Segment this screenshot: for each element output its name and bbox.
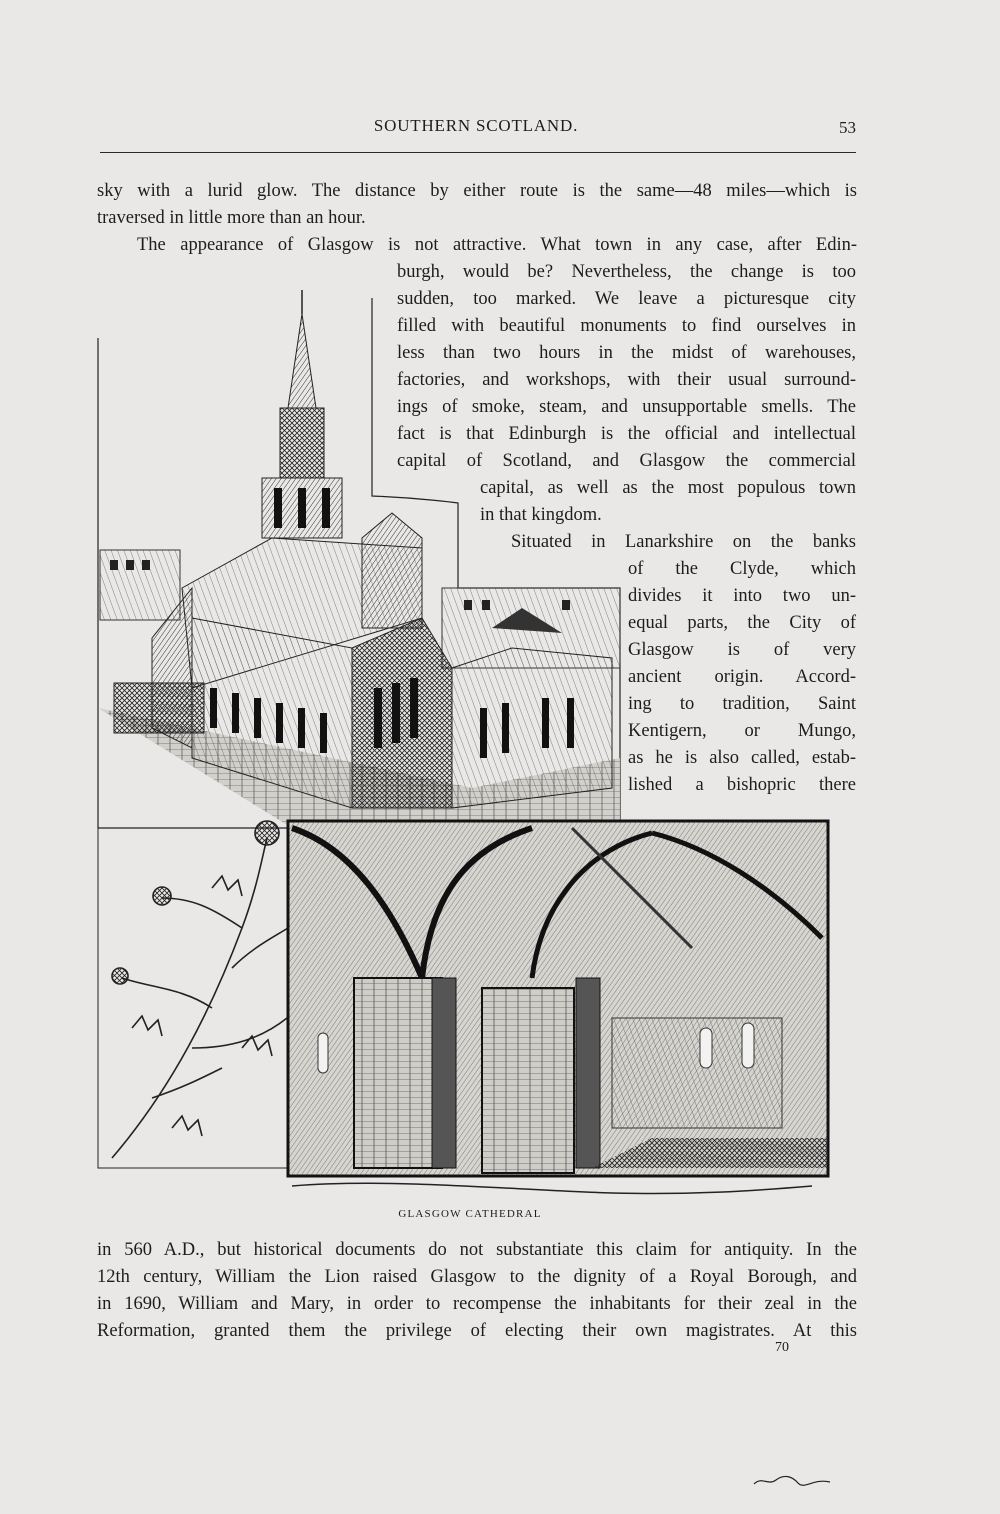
cathedral-spire — [262, 290, 342, 538]
text-line: burgh, would be? Nevertheless, the change is too — [397, 262, 856, 282]
text-line: ing to tradition, Saint — [628, 694, 856, 714]
artist-signature — [752, 1474, 832, 1491]
running-head: SOUTHERN SCOTLAND. — [373, 116, 579, 135]
text-line: equal parts, the City of — [628, 613, 856, 633]
text-line: Reformation, granted them the privilege of electing their own magistrates. At this — [97, 1321, 857, 1341]
paragraph-bottom — [97, 1237, 857, 1345]
paragraph-2-first-line: The appearance of Glasgow is not attractive. What town in any case, after Edin- — [137, 235, 857, 255]
page-number: 53 — [839, 118, 856, 137]
text-line: 12th century, William the Lion raised Glasgow to the dignity of a Royal Borough, and — [97, 1267, 857, 1287]
paragraph-1 — [97, 178, 857, 232]
text-line: sky with a lurid glow. The distance by either route is the same—48 miles—which is — [97, 181, 857, 201]
text-line: less than two hours in the midst of warehouses, — [397, 343, 856, 363]
text-line: divides it into two un- — [628, 586, 856, 606]
text-line: sudden, too marked. We leave a picturesque city — [397, 289, 856, 309]
text-line: capital of Scotland, and Glasgow the commercial — [397, 451, 856, 471]
thistle-ornament — [112, 821, 288, 1158]
text-line: in 1690, William and Mary, in order to recompense the inhabitants for their zeal in the — [97, 1294, 857, 1314]
text-line: capital, as well as the most populous town — [480, 478, 856, 498]
figure-caption: GLASGOW CATHEDRAL — [398, 1208, 542, 1220]
signature-mark: 70 — [775, 1340, 789, 1355]
signature-scrawl-icon — [752, 1474, 832, 1488]
text-line: traversed in little more than an hour. — [97, 208, 366, 228]
cathedral-illustration — [92, 288, 834, 1198]
text-line: fact is that Edinburgh is the official and intellectual — [397, 424, 856, 444]
text-line: of the Clyde, which — [628, 559, 856, 579]
text-line: in 560 A.D., but historical documents do not substantiate this claim for antiquity. In the — [97, 1240, 857, 1260]
text-line: ancient origin. Accord- — [628, 667, 856, 687]
text-line: in that kingdom. — [480, 505, 602, 525]
text-line: Kentigern, or Mungo, — [628, 721, 856, 741]
paragraph-3-first-line: Situated in Lanarkshire on the banks — [511, 532, 856, 552]
text-line: filled with beautiful monuments to find ourselves in — [397, 316, 856, 336]
header-rule — [100, 152, 856, 153]
text-line: as he is also called, estab- — [628, 748, 856, 768]
text-line: lished a bishopric there — [628, 775, 856, 795]
text-line: factories, and workshops, with their usual surround- — [397, 370, 856, 390]
text-line: Glasgow is of very — [628, 640, 856, 660]
crypt-interior — [288, 821, 828, 1176]
text-line: ings of smoke, steam, and unsupportable smells. The — [397, 397, 856, 417]
page-header — [96, 116, 856, 146]
engraving-graphic — [92, 288, 834, 1198]
